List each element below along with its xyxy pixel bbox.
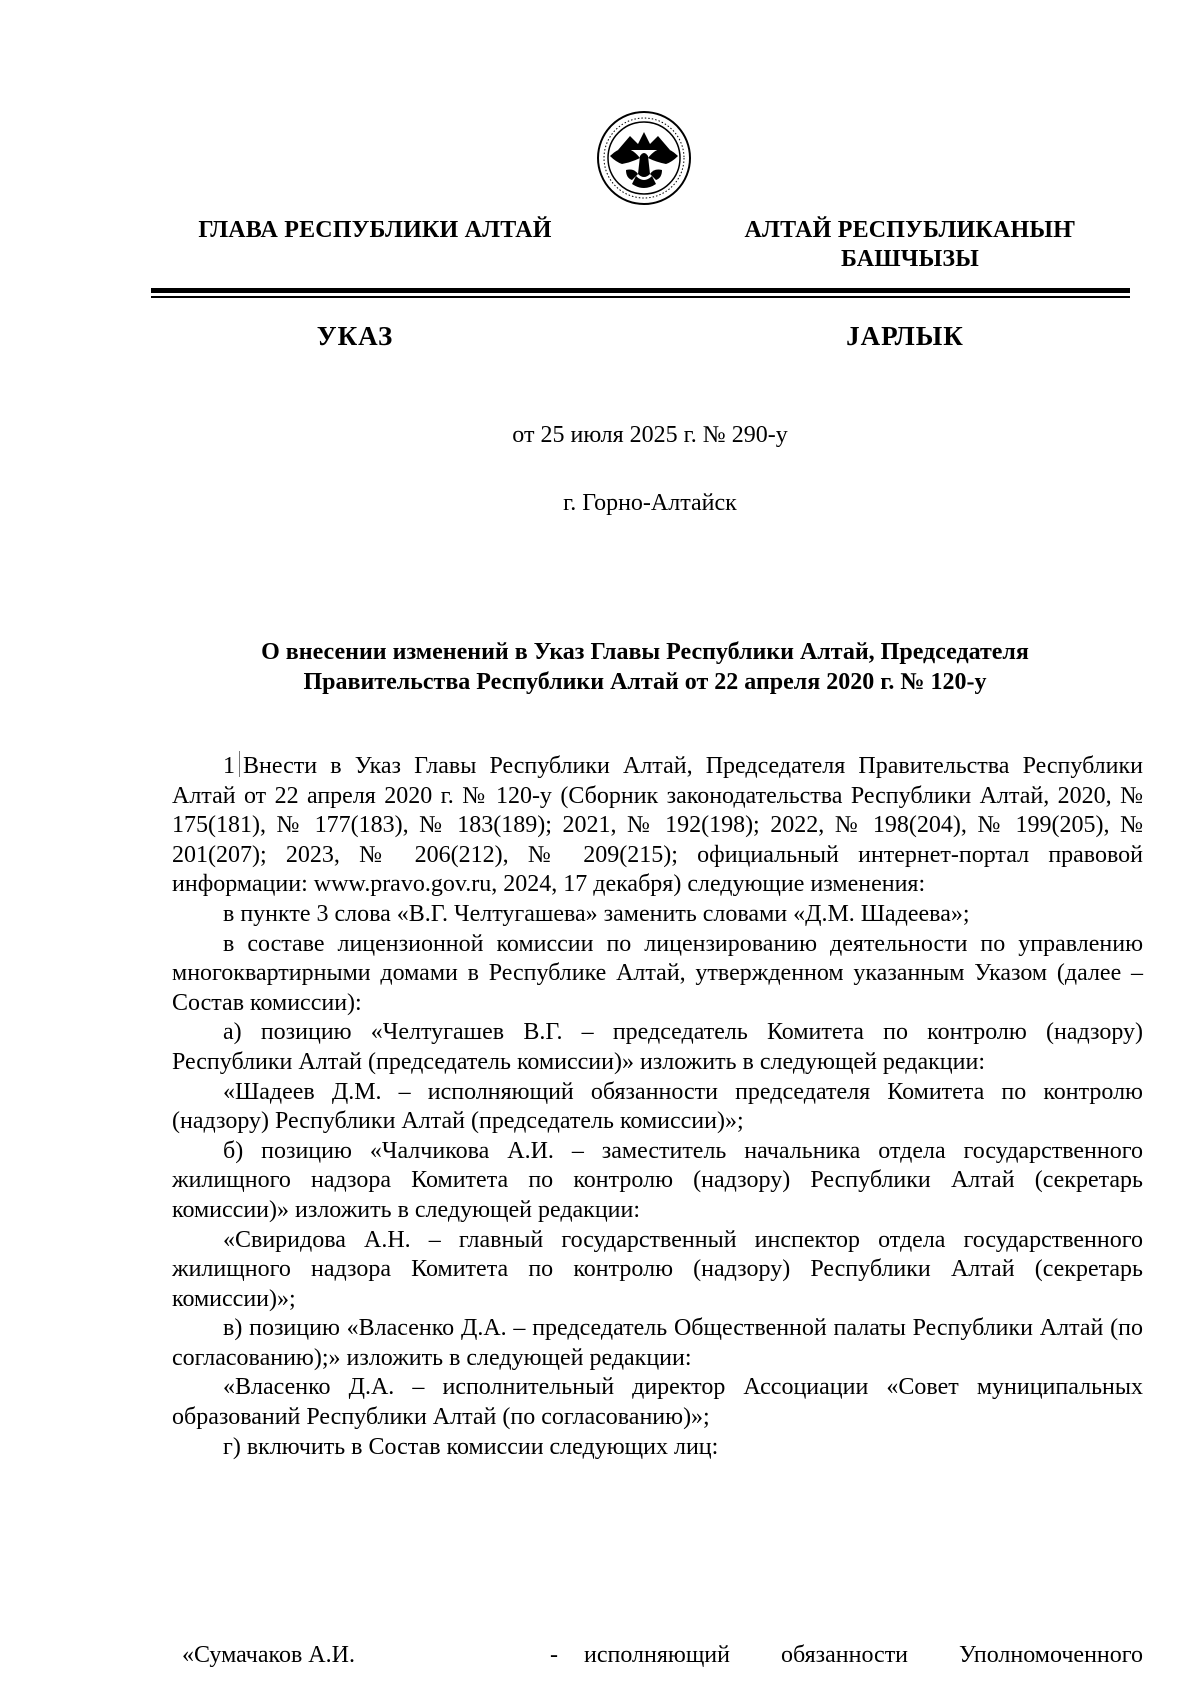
paragraph-3: в составе лицензионной комиссии по лицензированию деятельности по управлению многоквартирными домами в Республике Алтай, утвержденном указанным Указом (далее – Состав комиссии):	[172, 930, 1143, 1016]
decree-title	[170, 637, 1120, 697]
member-position: исполняющий обязанности Уполномоченного	[584, 1642, 1143, 1668]
act-type-ru: УКАЗ	[316, 321, 394, 351]
issuer-title-alt-line1: АЛТАЙ РЕСПУБЛИКАНЫҤ	[744, 217, 1076, 243]
decree-body	[172, 751, 1143, 1462]
decree-city: г. Горно-Алтайск	[563, 490, 737, 516]
header-divider-thick	[151, 288, 1130, 293]
member-dash: -	[550, 1642, 558, 1668]
paragraph-9: «Власенко Д.А. – исполнительный директор Ассоциации «Совет муниципальных образований Республики Алтай (по согласованию)»;	[172, 1374, 1143, 1431]
issuer-title-alt-line2: БАШЧЫЗЫ	[840, 246, 980, 272]
header-divider-thin	[151, 296, 1130, 298]
paragraph-4: а) позицию «Челтугашев В.Г. – председатель Комитета по контролю (надзору) Республики Алтай (председатель комиссии)» изложить в следующей редакции:	[172, 1019, 1143, 1075]
paragraph-1	[172, 751, 1143, 900]
paragraph-6: б) позицию «Чалчикова А.И. – заместитель начальника отдела государственного жилищного надзора Комитета по контролю (надзору) Республики Алтай (секретарь комиссии)» изложить в следующей редакции:	[172, 1137, 1143, 1223]
act-type-alt: ЈАРЛЫК	[846, 321, 964, 351]
decree-title-line1: О внесении изменений в Указ Главы Республики Алтай, Председателя	[261, 639, 1029, 665]
republic-emblem	[596, 110, 692, 206]
member-name: «Сумачаков А.И.	[182, 1642, 355, 1668]
paragraph-2: в пункте 3 слова «В.Г. Челтугашева» заменить словами «Д.М. Шадеева»;	[223, 900, 970, 927]
paragraph-number: 1	[223, 753, 235, 779]
paragraph-1-text: Внести в Указ Главы Республики Алтай, Председателя Правительства Республики Алтай от 22 апреля 2020 г. № 120-у (Сборник законодательства Республики Алтай, 2020, № 175(181), № 177(183), № 183(189); 2021, № 192(198); 2022, № 198(204), № 199(205), № 201(207); 2023, № 206(212), № 209(215); официальный интернет-портал правовой информации: www.pravo.gov.ru, 2024, 17 декабря) следующие изменения:	[172, 753, 1143, 898]
paragraph-5: «Шадеев Д.М. – исполняющий обязанности председателя Комитета по контролю (надзору) Республики Алтай (председатель комиссии)»;	[172, 1078, 1143, 1135]
paragraph-8: в) позицию «Власенко Д.А. – председатель Общественной палаты Республики Алтай (по согласованию);» изложить в следующей редакции:	[172, 1315, 1143, 1371]
paragraph-7: «Свиридова А.Н. – главный государственный инспектор отдела государственного жилищного надзора Комитета по контролю (надзору) Республики Алтай (секретарь комиссии)»;	[172, 1226, 1143, 1312]
text-cursor-marker	[239, 751, 240, 777]
issuer-title-ru: ГЛАВА РЕСПУБЛИКИ АЛТАЙ	[198, 217, 552, 243]
decree-date-number: от 25 июля 2025 г. № 290-у	[512, 422, 788, 448]
issuer-title-alt	[690, 216, 1130, 274]
decree-title-line2: Правительства Республики Алтай от 22 апреля 2020 г. № 120-у	[303, 669, 987, 695]
paragraph-10: г) включить в Состав комиссии следующих лиц:	[223, 1433, 719, 1460]
